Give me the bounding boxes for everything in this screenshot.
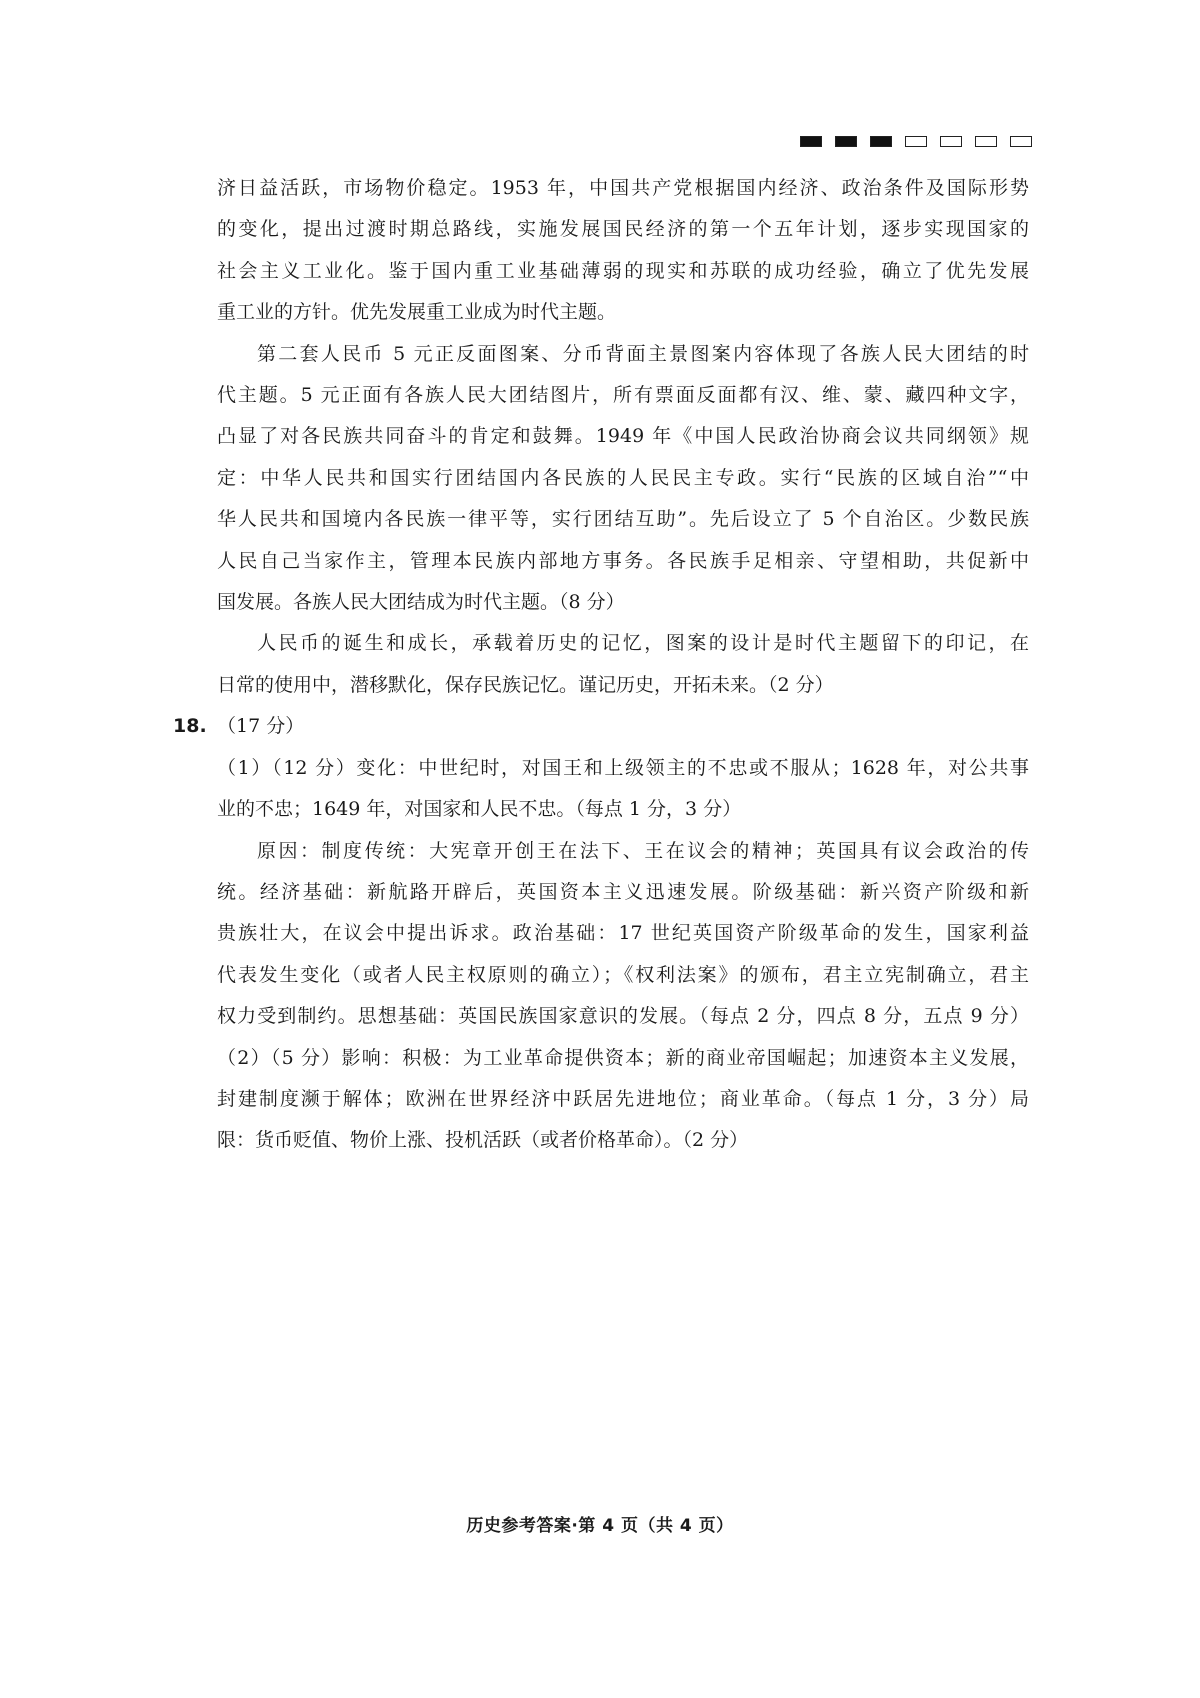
text-line: 日常的使用中，潜移默化，保存民族记忆。谨记历史，开拓未来。（2 分） [217, 673, 834, 696]
paragraph-currency-memory [217, 623, 1029, 706]
empty-square-mark [940, 136, 962, 147]
question-score: （17 分） [217, 715, 305, 738]
text-line: 定：中华人民共和国实行团结国内各民族的人民民主专政。实行“民族的区域自治”“中 [217, 466, 1029, 489]
empty-square-mark [975, 136, 997, 147]
filled-square-mark [870, 136, 892, 147]
answer-content [173, 168, 1029, 1162]
text-line: 的变化，提出过渡时期总路线，实施发展国民经济的第一个五年计划，逐步实现国家的 [217, 218, 1029, 241]
empty-square-mark [905, 136, 927, 147]
text-line: 贵族壮大，在议会中提出诉求。政治基础：17 世纪英国资产阶级革命的发生，国家利益 [217, 922, 1029, 945]
text-line: （2）（5 分）影响：积极：为工业革命提供资本；新的商业帝国崛起；加速资本主义发展， [217, 1046, 1029, 1069]
text-line: 华人民共和国境内各民族一律平等，实行团结互助”。先后设立了 5 个自治区。少数民族 [217, 508, 1029, 531]
question-18-header [173, 706, 1029, 747]
text-line: 代主题。5 元正面有各族人民大团结图片，所有票面反面都有汉、维、蒙、藏四种文字， [217, 384, 1029, 407]
text-line: 凸显了对各民族共同奋斗的肯定和鼓舞。1949 年《中国人民政治协商会议共同纲领》规 [217, 425, 1029, 448]
text-line: 人民自己当家作主，管理本民族内部地方事务。各民族手足相亲、守望相助，共促新中 [217, 549, 1029, 572]
paragraph-ethnic-unity [217, 334, 1029, 624]
text-line: 人民币的诞生和成长，承载着历史的记忆，图案的设计是时代主题留下的印记，在 [257, 632, 1029, 655]
text-line: 济日益活跃，市场物价稳定。1953 年，中国共产党根据国内经济、政治条件及国际形势 [217, 177, 1029, 199]
question-18-reasons [217, 831, 1029, 1038]
page-progress-marks [800, 136, 1032, 147]
text-line: 原因：制度传统：大宪章开创王在法下、王在议会的精神；英国具有议会政治的传 [257, 839, 1029, 862]
paragraph-industrialization [217, 168, 1029, 334]
question-18-part-2 [217, 1038, 1029, 1162]
text-line: 权力受到制约。思想基础：英国民族国家意识的发展。（每点 2 分，四点 8 分，五点 9 分） [217, 1005, 1029, 1028]
question-number: 18. [173, 715, 207, 738]
text-line: 第二套人民币 5 元正反面图案、分币背面主景图案内容体现了各族人民大团结的时 [257, 342, 1029, 365]
text-line: 社会主义工业化。鉴于国内重工业基础薄弱的现实和苏联的成功经验，确立了优先发展 [217, 259, 1029, 282]
empty-square-mark [1010, 136, 1032, 147]
filled-square-mark [800, 136, 822, 147]
text-line: 封建制度濒于解体；欧洲在世界经济中跃居先进地位；商业革命。（每点 1 分，3 分）局 [217, 1087, 1029, 1110]
text-line: （1）（12 分）变化：中世纪时，对国王和上级领主的不忠或不服从；1628 年，对公共事 [217, 756, 1029, 779]
text-line: 业的不忠；1649 年，对国家和人民不忠。（每点 1 分，3 分） [217, 798, 742, 821]
text-line: 国发展。各族人民大团结成为时代主题。（8 分） [217, 591, 625, 614]
text-line: 统。经济基础：新航路开辟后，英国资本主义迅速发展。阶级基础：新兴资产阶级和新 [217, 880, 1029, 903]
page-footer: 历史参考答案·第 4 页（共 4 页） [466, 1516, 734, 1536]
text-line: 代表发生变化（或者人民主权原则的确立）；《权利法案》的颁布，君主立宪制确立，君主 [217, 963, 1029, 986]
text-line: 重工业的方针。优先发展重工业成为时代主题。 [217, 301, 617, 324]
question-18-part-1 [217, 748, 1029, 831]
filled-square-mark [835, 136, 857, 147]
text-line: 限：货币贬值、物价上涨、投机活跃（或者价格革命）。（2 分） [217, 1129, 749, 1152]
